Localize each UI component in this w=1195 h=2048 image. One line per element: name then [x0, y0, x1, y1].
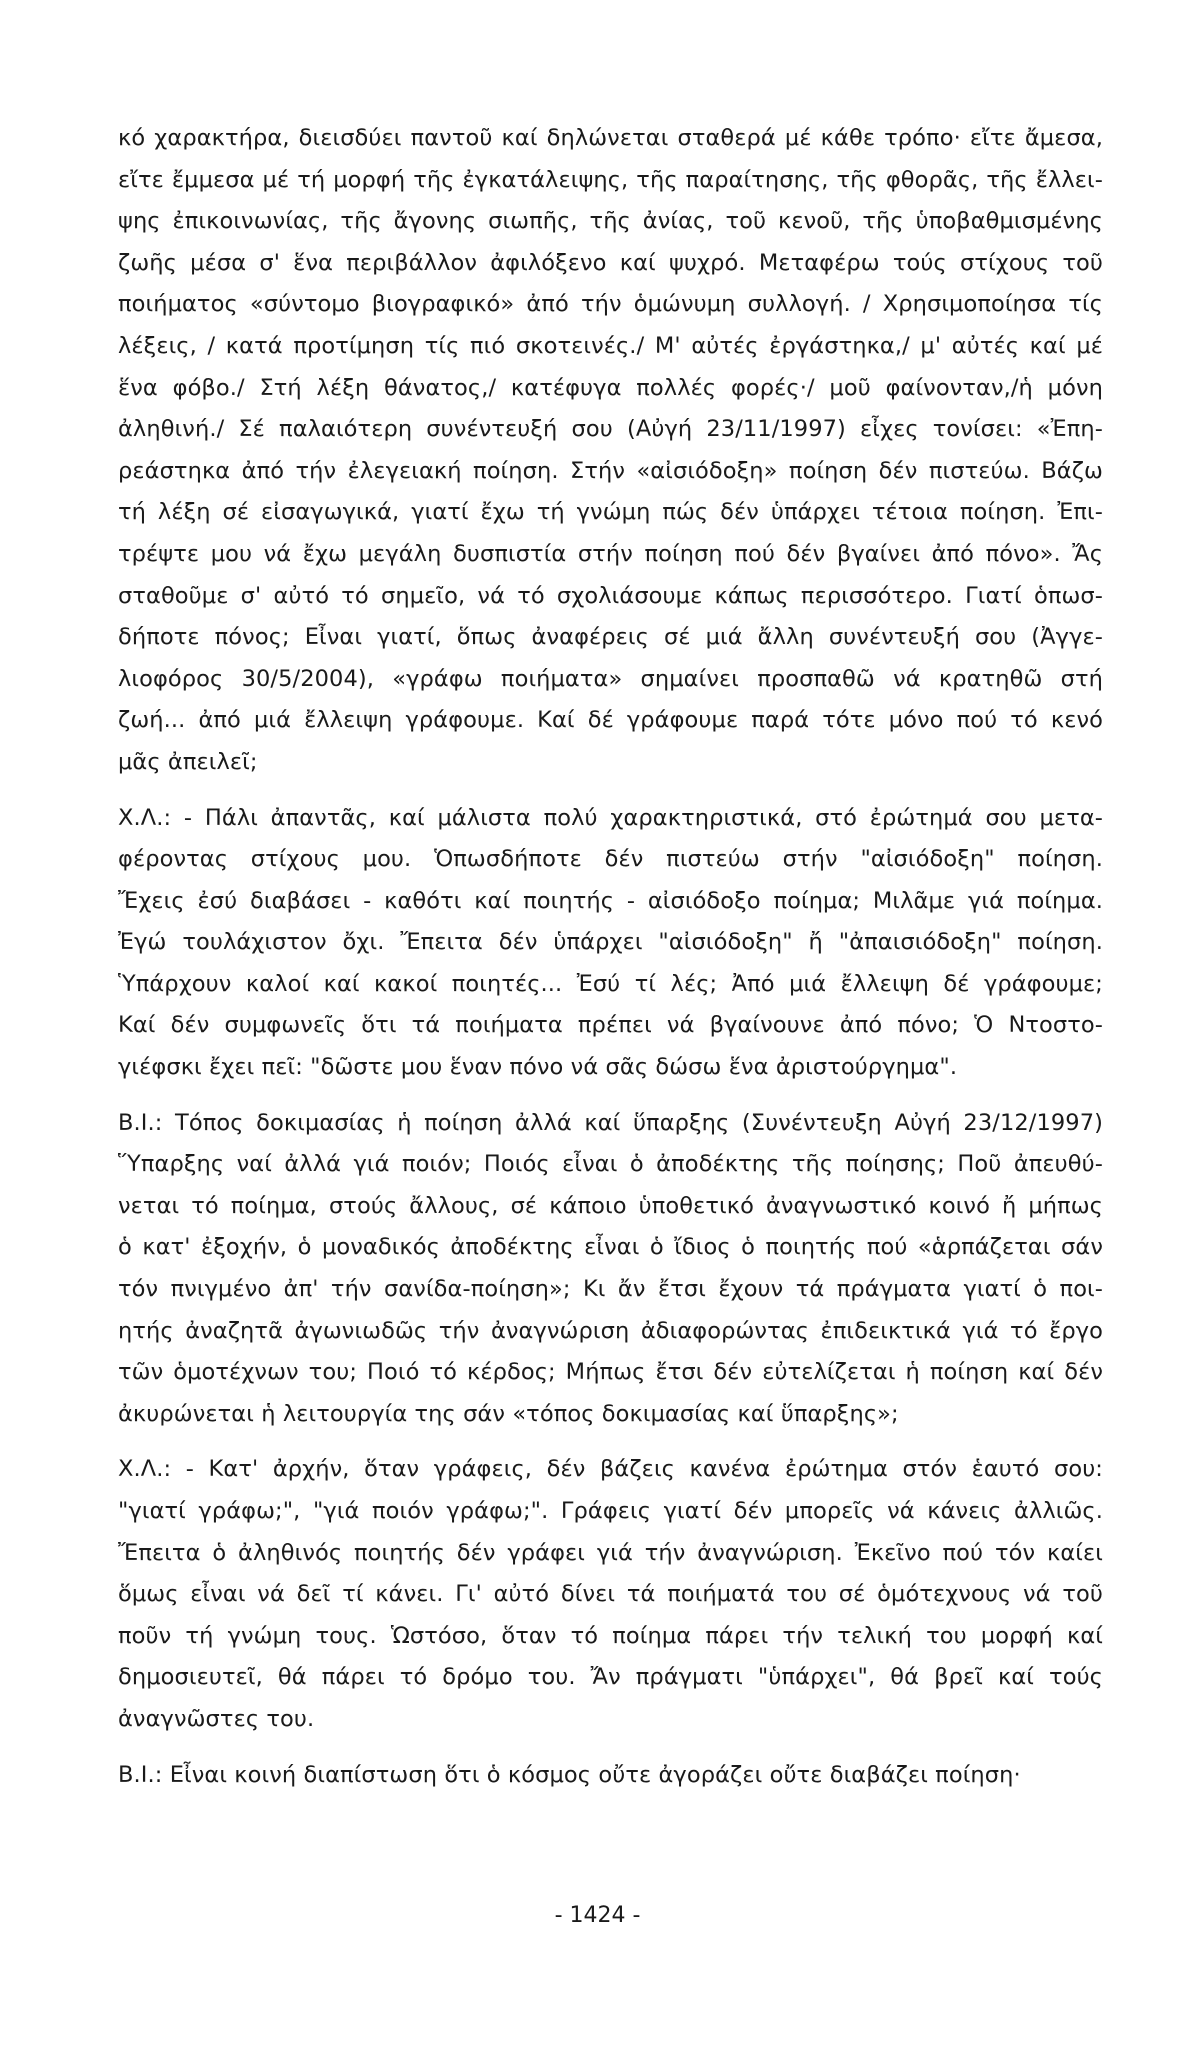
text-line: ητής ἀναζητᾶ ἀγωνιωδῶς τήν ἀναγνώριση ἀδιαφορώντας ἐπιδεικτικά γιά τό ἔργο	[118, 1317, 1103, 1344]
text-line: ἀκυρώνεται ἡ λειτουργία της σάν «τόπος δοκιμασίας καί ὕπαρξης»;	[118, 1400, 899, 1427]
text-line: Χ.Λ.: - Πάλι ἀπαντᾶς, καί μάλιστα πολύ χαρακτηριστικά, στό ἐρώτημά σου μετα-	[118, 804, 1103, 831]
text-line: νεται τό ποίημα, στούς ἄλλους, σέ κάποιο ὑποθετικό ἀναγνωστικό κοινό ἤ μήπως	[118, 1192, 1103, 1219]
text-paragraph	[118, 1103, 1103, 1436]
text-line: τόν πνιγμένο ἀπ' τήν σανίδα-ποίηση»; Κι ἄν ἔτσι ἔχουν τά πράγματα γιατί ὁ ποι-	[118, 1276, 1103, 1303]
text-line: τῶν ὁμοτέχνων του; Ποιό τό κέρδος; Μήπως ἔτσι δέν εὐτελίζεται ἡ ποίηση καί δέν	[118, 1359, 1103, 1386]
text-line: ποῦν τή γνώμη τους. Ὡστόσο, ὅταν τό ποίημα πάρει τήν τελική του μορφή καί	[118, 1622, 1103, 1649]
text-line: "γιατί γράφω;", "γιά ποιόν γράφω;". Γράφεις γιατί δέν μπορεῖς νά κάνεις ἀλλιῶς.	[118, 1498, 1103, 1524]
text-line: τρέψτε μου νά ἔχω μεγάλη δυσπιστία στήν ποίηση πού δέν βγαίνει ἀπό πόνο». Ἄς	[118, 540, 1103, 567]
text-line: δημοσιευτεῖ, θά πάρει τό δρόμο του. Ἄν πράγματι "ὑπάρχει", θά βρεῖ καί τούς	[118, 1664, 1103, 1691]
text-line: εἴτε ἔμμεσα μέ τή μορφή τῆς ἐγκατάλειψης, τῆς παραίτησης, τῆς φθορᾶς, τῆς ἔλλει-	[118, 166, 1103, 193]
text-line: Ἐγώ τουλάχιστον ὄχι. Ἔπειτα δέν ὑπάρχει "αἰσιόδοξη" ἤ "ἀπαισιόδοξη" ποίηση.	[118, 929, 1103, 956]
text-line: ἀναγνῶστες του.	[118, 1705, 315, 1732]
text-line: λιοφόρος 30/5/2004), «γράφω ποιήματα» σημαίνει προσπαθῶ νά κρατηθῶ στή	[118, 665, 1103, 692]
text-line: κό χαρακτήρα, διεισδύει παντοῦ καί δηλώνεται σταθερά μέ κάθε τρόπο· εἴτε ἄμεσα,	[118, 125, 1103, 151]
text-line: ἀληθινή./ Σέ παλαιότερη συνέντευξή σου (Αὐγή 23/11/1997) εἶχες τονίσει: «Ἐπη-	[118, 416, 1103, 443]
text-line: Ἔχεις ἐσύ διαβάσει - καθότι καί ποιητής - αἰσιόδοξο ποίημα; Μιλᾶμε γιά ποίημα.	[118, 887, 1103, 914]
text-paragraph	[118, 1449, 1103, 1740]
text-paragraph	[118, 1755, 1103, 1797]
text-line: λέξεις, / κατά προτίμηση τίς πιό σκοτεινές./ Μ' αὐτές ἐργάστηκα,/ μ' αὐτές καί μέ	[118, 332, 1103, 359]
text-line: φέροντας στίχους μου. Ὁπωσδήποτε δέν πιστεύω στήν "αἰσιόδοξη" ποίηση.	[118, 846, 1103, 873]
page-body	[118, 118, 1103, 1810]
text-line: ζωῆς μέσα σ' ἕνα περιβάλλον ἀφιλόξενο καί ψυχρό. Μεταφέρω τούς στίχους τοῦ	[118, 249, 1103, 276]
text-line: ὅμως εἶναι νά δεῖ τί κάνει. Γι' αὐτό δίνει τά ποιήματά του σέ ὁμότεχνους νά τοῦ	[118, 1581, 1103, 1608]
text-line: σταθοῦμε σ' αὐτό τό σημεῖο, νά τό σχολιάσουμε κάπως περισσότερο. Γιατί ὁπωσ-	[118, 582, 1103, 609]
text-line: τή λέξη σέ εἰσαγωγικά, γιατί ἔχω τή γνώμη πώς δέν ὑπάρχει τέτοια ποίηση. Ἐπι-	[118, 499, 1103, 526]
text-line: ἕνα φόβο./ Στή λέξη θάνατος,/ κατέφυγα πολλές φορές·/ μοῦ φαίνονταν,/ἡ μόνη	[118, 374, 1103, 401]
text-line: Ἔπειτα ὁ ἀληθινός ποιητής δέν γράφει γιά τήν ἀναγνώριση. Ἐκεῖνο πού τόν καίει	[118, 1539, 1103, 1566]
text-line: γιέφσκι ἔχει πεῖ: "δῶστε μου ἕναν πόνο νά σᾶς δώσω ἕνα ἀριστούργημα".	[118, 1054, 958, 1081]
text-line: Ὑπάρχουν καλοί καί κακοί ποιητές... Ἐσύ τί λές; Ἀπό μιά ἔλλειψη δέ γράφουμε;	[118, 970, 1103, 997]
text-paragraph	[118, 798, 1103, 1089]
text-line: Καί δέν συμφωνεῖς ὅτι τά ποιήματα πρέπει νά βγαίνουνε ἀπό πόνο; Ὁ Ντοστο-	[118, 1012, 1103, 1039]
text-line: Ὕπαρξης ναί ἀλλά γιά ποιόν; Ποιός εἶναι ὁ ἀποδέκτης τῆς ποίησης; Ποῦ ἀπευθύ-	[118, 1151, 1103, 1178]
text-line: ρεάστηκα ἀπό τήν ἐλεγειακή ποίηση. Στήν «αἰσιόδοξη» ποίηση δέν πιστεύω. Βάζω	[118, 457, 1103, 484]
text-line: ψης ἐπικοινωνίας, τῆς ἄγονης σιωπῆς, τῆς ἀνίας, τοῦ κενοῦ, τῆς ὑποβαθμισμένης	[118, 208, 1103, 235]
page-number: - 1424 -	[554, 1903, 641, 1928]
text-line: Χ.Λ.: - Κατ' ἀρχήν, ὅταν γράφεις, δέν βάζεις κανένα ἐρώτημα στόν ἑαυτό σου:	[118, 1456, 1103, 1483]
text-line: δήποτε πόνος; Εἶναι γιατί, ὅπως ἀναφέρεις σέ μιά ἄλλη συνέντευξή σου (Ἀγγε-	[118, 624, 1103, 651]
text-paragraph	[118, 118, 1103, 784]
text-line: Β.Ι.: Εἶναι κοινή διαπίστωση ὅτι ὁ κόσμος οὔτε ἀγοράζει οὔτε διαβάζει ποίηση·	[118, 1761, 1021, 1788]
text-line: Β.Ι.: Τόπος δοκιμασίας ἡ ποίηση ἀλλά καί ὕπαρξης (Συνέντευξη Αὐγή 23/12/1997)	[118, 1109, 1103, 1136]
text-line: μᾶς ἀπειλεῖ;	[118, 748, 258, 775]
text-line: ὁ κατ' ἐξοχήν, ὁ μοναδικός ἀποδέκτης εἶναι ὁ ἴδιος ὁ ποιητής πού «ἁρπάζεται σάν	[118, 1234, 1103, 1261]
text-line: ζωή... ἀπό μιά ἔλλειψη γράφουμε. Καί δέ γράφουμε παρά τότε μόνο πού τό κενό	[118, 707, 1103, 734]
text-line: ποιήματος «σύντομο βιογραφικό» ἀπό τήν ὁμώνυμη συλλογή. / Χρησιμοποίησα τίς	[118, 291, 1103, 318]
